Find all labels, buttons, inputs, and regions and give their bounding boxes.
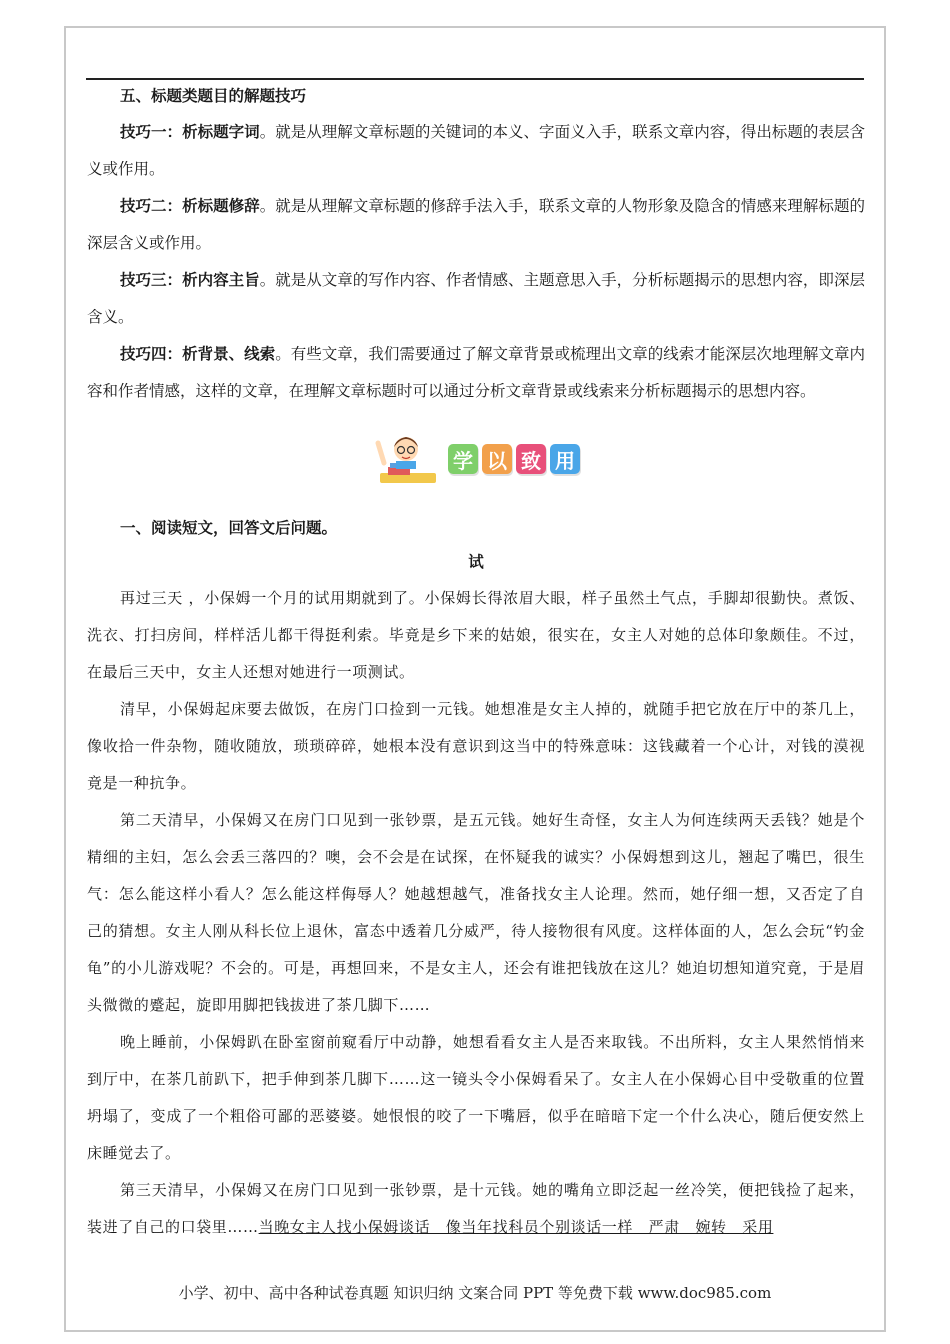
- banner-tiles: [448, 444, 580, 474]
- story-paragraph-5-text: 第三天清早，小保姆又在房门口见到一张钞票，是十元钱。她的嘴角立即泛起一丝冷笑，便把钱捡了起来，装进了自己的口袋里……: [87, 1181, 865, 1236]
- tip-3-label: 技巧三：析内容主旨: [120, 271, 260, 289]
- story-body: [87, 580, 865, 1246]
- exercise-heading: 一、阅读短文，回答文后问题。: [120, 519, 338, 537]
- tip-1-label: 技巧一：析标题字词: [120, 123, 260, 141]
- story-paragraph-5: [87, 1172, 865, 1246]
- tip-4: [87, 336, 865, 410]
- page-content: [87, 84, 865, 1246]
- header-rule: [86, 78, 864, 80]
- banner-char-2: 以: [482, 444, 512, 474]
- banner-char-1: 学: [448, 444, 478, 474]
- section-heading: 五、标题类题目的解题技巧: [120, 87, 307, 105]
- banner-char-4: 用: [550, 444, 580, 474]
- tip-1: [87, 114, 865, 188]
- practice-banner: [87, 418, 865, 500]
- tip-4-label: 技巧四：析背景、线索: [120, 345, 276, 363]
- underlined-passage: 当晚女主人找小保姆谈话 像当年找科员个别谈话一样 严肃 婉转 采用: [258, 1218, 774, 1236]
- story-paragraph-4: 晚上睡前，小保姆趴在卧室窗前窥看厅中动静，她想看看女主人是否来取钱。不出所料，女主人果然悄悄来到厅中，在茶几前趴下，把手伸到茶几脚下……这一镜头令小保姆看呆了。女主人在小保姆心目中受敬重的位置坍塌了，变成了一个粗俗可鄙的恶婆婆。她恨恨的咬了一下嘴唇，似乎在暗暗下定一个什么决心，随后便安然上床睡觉去了。: [87, 1033, 865, 1162]
- story-paragraph-1: 再过三天 ，小保姆一个月的试用期就到了。小保姆长得浓眉大眼，样子虽然土气点，手脚却很勤快。煮饭、洗衣、打扫房间，样样活儿都干得挺利索。毕竟是乡下来的姑娘，很实在，女主人对她的总体印象颇佳。不过，在最后三天中，女主人还想对她进行一项测试。: [87, 589, 865, 681]
- tip-2: [87, 188, 865, 262]
- story-paragraph-3: 第二天清早，小保姆又在房门口见到一张钞票，是五元钱。她好生奇怪，女主人为何连续两天丢钱？她是个精细的主妇，怎么会丢三落四的？噢，会不会是在试探，在怀疑我的诚实？小保姆想到这儿，翘起了嘴巴，很生气：怎么能这样小看人？怎么能这样侮辱人？她越想越气，准备找女主人论理。然而，她仔细一想，又否定了自己的猜想。女主人刚从科长位上退休，富态中透着几分威严，待人接物很有风度。这样体面的人，怎么会玩“钓金龟”的小儿游戏呢？不会的。可是，再想回来，不是女主人，还会有谁把钱放在这儿？她迫切想知道究竟，于是眉头微微的蹙起，旋即用脚把钱拔进了茶几脚下……: [87, 811, 865, 1014]
- story-paragraph-2: 清早，小保姆起床要去做饭，在房门口捡到一元钱。她想准是女主人掉的，就随手把它放在厅中的茶几上，像收拾一件杂物，随收随放，琐琐碎碎，她根本没有意识到这当中的特殊意味：这钱藏着一个心计，对钱的漠视竟是一种抗争。: [87, 700, 865, 792]
- tip-2-label: 技巧二：析标题修辞: [120, 197, 260, 215]
- page-footer: 小学、初中、高中各种试卷真题 知识归纳 文案合同 PPT 等免费下载 www.doc985.com: [178, 1284, 772, 1302]
- tip-2-text: 。就是从理解文章标题的修辞手法入手，联系文章的人物形象及隐含的情感来理解标题的深层含义或作用。: [87, 197, 865, 252]
- story-title: 试: [468, 553, 484, 571]
- tip-1-text: 。就是从理解文章标题的关键词的本义、字面义入手，联系文章内容，得出标题的表层含义或作用。: [87, 123, 865, 178]
- section-title-techniques: [87, 84, 865, 410]
- tip-4-text: 。有些文章，我们需要通过了解文章背景或梳理出文章的线索才能深层次地理解文章内容和作者情感，这样的文章，在理解文章标题时可以通过分析文章背景或线索来分析标题揭示的思想内容。: [87, 345, 865, 400]
- student-reading-icon: [372, 429, 442, 489]
- tip-3-text: 。就是从文章的写作内容、作者情感、主题意思入手，分析标题揭示的思想内容，即深层含义。: [87, 271, 865, 326]
- banner-char-3: 致: [516, 444, 546, 474]
- tip-3: [87, 262, 865, 336]
